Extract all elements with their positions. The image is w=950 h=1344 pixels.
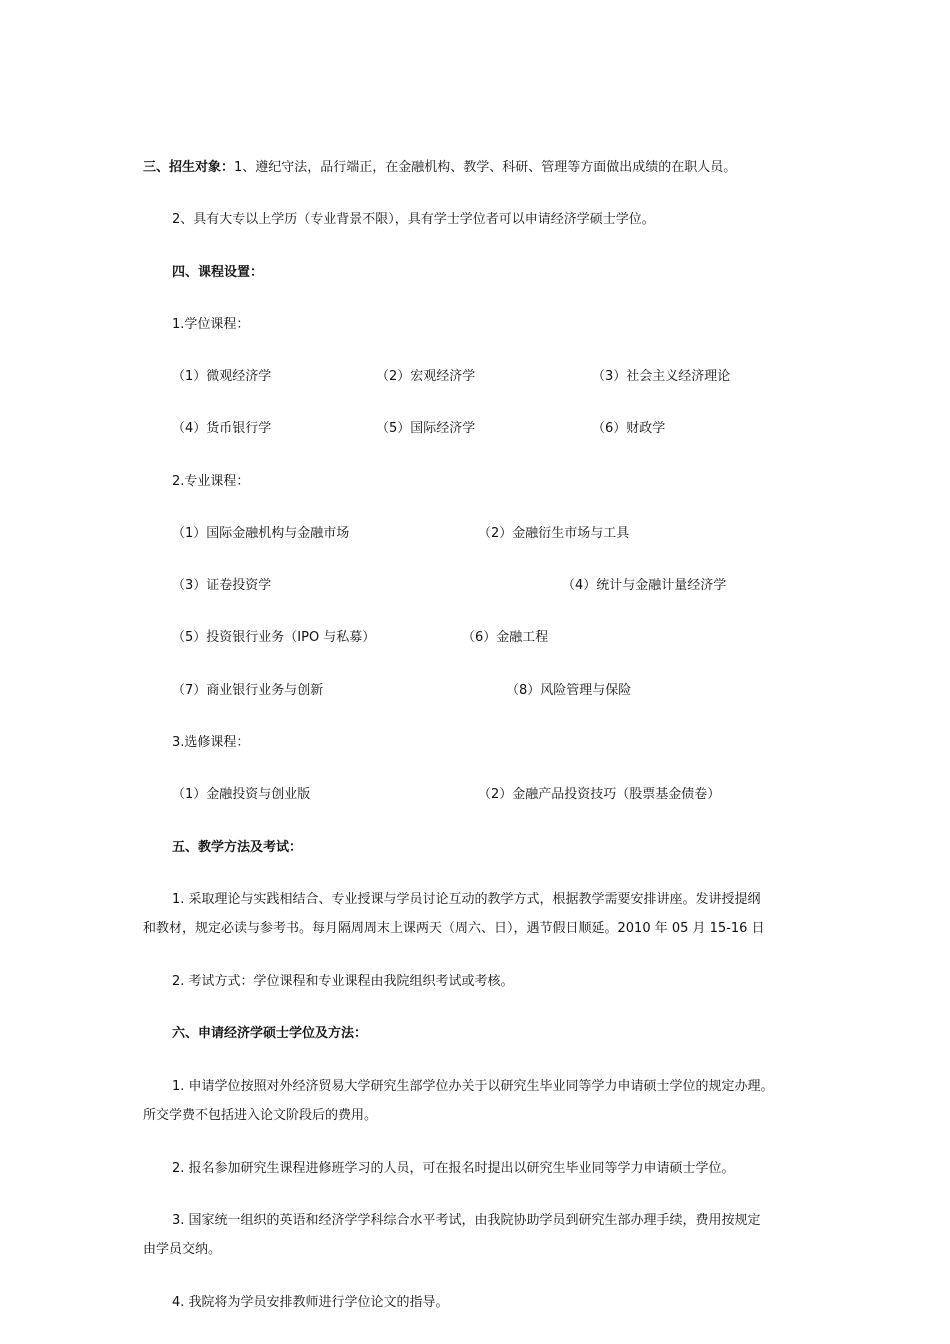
section4-title: 四、课程设置： <box>172 265 264 280</box>
section6-item3-line1: 3. 国家统一组织的英语和经济学学科综合水平考试，由我院协助学员到研究生部办理手续，费用按规定 <box>172 1213 761 1228</box>
major-course-item: （4）统计与金融计量经济学 <box>562 578 727 593</box>
section5-title: 五、教学方法及考试： <box>172 840 303 855</box>
elective-course-item: （1）金融投资与创业版 <box>172 787 311 802</box>
degree-course-item: （1）微观经济学 <box>172 369 272 384</box>
section5-item2: 2. 考试方式：学位课程和专业课程由我院组织考试或考核。 <box>172 974 514 989</box>
degree-courses-heading: 1.学位课程： <box>172 317 250 332</box>
section3-item2: 2、具有大专以上学历（专业背景不限），具有学士学位者可以申请经济学硕士学位。 <box>172 212 655 227</box>
major-course-item: （2）金融衍生市场与工具 <box>478 526 630 541</box>
major-course-item: （7）商业银行业务与创新 <box>172 683 324 698</box>
section5-item1-line1: 1. 采取理论与实践相结合、专业授课与学员讨论互动的教学方式，根据教学需要安排讲座。发讲授提纲 <box>172 892 761 907</box>
section6-item1-line1: 1. 申请学位按照对外经济贸易大学研究生部学位办关于以研究生毕业同等学力申请硕士学位的规定办理。 <box>172 1079 774 1094</box>
degree-course-item: （3）社会主义经济理论 <box>592 369 731 384</box>
major-courses-heading: 2.专业课程： <box>172 474 250 489</box>
elective-course-item: （2）金融产品投资技巧（股票基金债卷） <box>478 787 721 802</box>
major-course-item: （8）风险管理与保险 <box>506 683 632 698</box>
major-course-item: （6）金融工程 <box>462 630 549 645</box>
section5-item1-line2: 和教材，规定必读与参考书。每月隔周周末上课两天（周六、日），遇节假日顺延。2010 年 05 月 15-16 日 <box>143 921 765 936</box>
degree-course-item: （4）货币银行学 <box>172 421 272 436</box>
degree-course-item: （5）国际经济学 <box>376 421 476 436</box>
major-course-item: （1）国际金融机构与金融市场 <box>172 526 350 541</box>
section3-line <box>143 158 736 178</box>
section6-item2: 2. 报名参加研究生课程进修班学习的人员，可在报名时提出以研究生毕业同等学力申请硕士学位。 <box>172 1161 735 1176</box>
section3-title: 三、招生对象： <box>143 160 235 175</box>
degree-course-item: （6）财政学 <box>592 421 666 436</box>
section6-title: 六、申请经济学硕士学位及方法： <box>172 1026 368 1041</box>
elective-courses-heading: 3.选修课程： <box>172 735 250 750</box>
section6-item4: 4. 我院将为学员安排教师进行学位论文的指导。 <box>172 1295 449 1310</box>
section6-item1-line2: 所交学费不包括进入论文阶段后的费用。 <box>143 1108 378 1123</box>
major-course-item: （5）投资银行业务（IPO 与私募） <box>172 630 376 645</box>
degree-course-item: （2）宏观经济学 <box>376 369 476 384</box>
section6-item3-line2: 由学员交纳。 <box>143 1242 222 1257</box>
major-course-item: （3）证卷投资学 <box>172 578 272 593</box>
section3-item1: 1、遵纪守法，品行端正，在金融机构、教学、科研、管理等方面做出成绩的在职人员。 <box>234 160 737 175</box>
